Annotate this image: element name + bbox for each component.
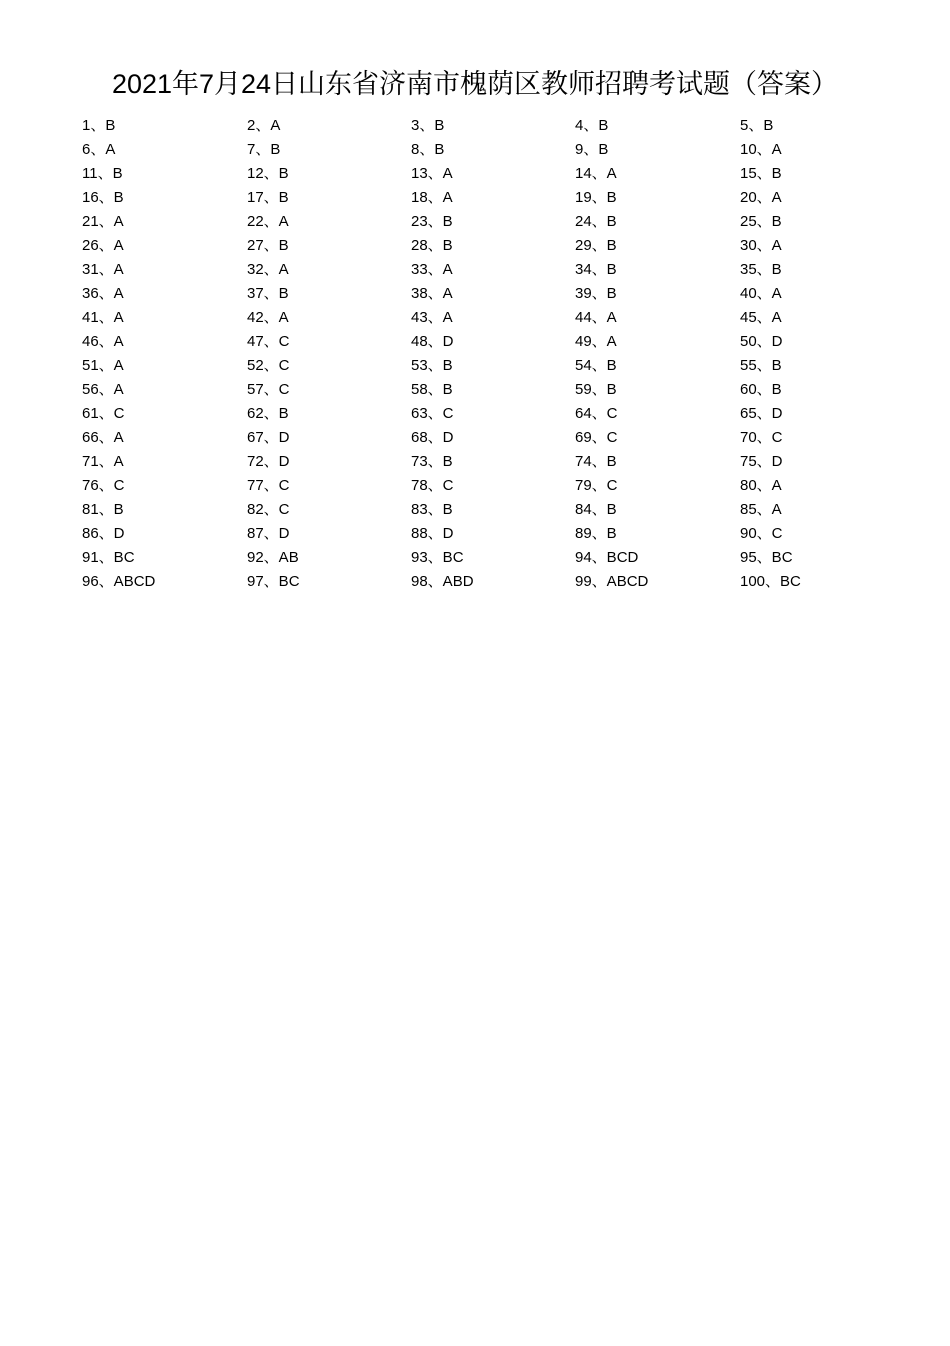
answer-item: 32、A: [247, 261, 289, 278]
answer-item: 39、B: [575, 285, 617, 302]
answer-item: 71、A: [82, 453, 124, 470]
answer-item: 90、C: [740, 525, 783, 542]
answer-item: 7、B: [247, 141, 281, 158]
answer-item: 81、B: [82, 501, 124, 518]
answer-item: 8、B: [411, 141, 445, 158]
answer-item: 55、B: [740, 357, 782, 374]
answer-item: 70、C: [740, 429, 783, 446]
answer-item: 3、B: [411, 117, 445, 134]
answer-item: 6、A: [82, 141, 116, 158]
answer-item: 80、A: [740, 477, 782, 494]
answer-item: 87、D: [247, 525, 290, 542]
answer-item: 64、C: [575, 405, 618, 422]
answer-item: 11、B: [82, 165, 123, 182]
answer-item: 84、B: [575, 501, 617, 518]
answer-item: 94、BCD: [575, 549, 639, 566]
answer-item: 52、C: [247, 357, 290, 374]
answer-item: 51、A: [82, 357, 124, 374]
answer-item: 42、A: [247, 309, 289, 326]
answer-item: 85、A: [740, 501, 782, 518]
answer-item: 22、A: [247, 213, 289, 230]
answer-item: 74、B: [575, 453, 617, 470]
answer-item: 78、C: [411, 477, 454, 494]
answer-item: 4、B: [575, 117, 609, 134]
answer-item: 79、C: [575, 477, 618, 494]
answer-item: 17、B: [247, 189, 289, 206]
answer-item: 47、C: [247, 333, 290, 350]
answer-item: 16、B: [82, 189, 124, 206]
answer-item: 40、A: [740, 285, 782, 302]
answer-item: 20、A: [740, 189, 782, 206]
answer-item: 66、A: [82, 429, 124, 446]
answer-item: 1、B: [82, 117, 116, 134]
answer-item: 28、B: [411, 237, 453, 254]
answer-item: 33、A: [411, 261, 453, 278]
answer-item: 63、C: [411, 405, 454, 422]
answer-item: 50、D: [740, 333, 783, 350]
answer-item: 19、B: [575, 189, 617, 206]
answer-item: 69、C: [575, 429, 618, 446]
answer-item: 38、A: [411, 285, 453, 302]
answer-item: 57、C: [247, 381, 290, 398]
answer-item: 37、B: [247, 285, 289, 302]
answer-item: 93、BC: [411, 549, 464, 566]
answer-item: 60、B: [740, 381, 782, 398]
answer-item: 82、C: [247, 501, 290, 518]
answer-item: 36、A: [82, 285, 124, 302]
answer-item: 100、BC: [740, 573, 801, 590]
answer-key-grid: [82, 114, 902, 594]
answer-item: 92、AB: [247, 549, 299, 566]
answer-item: 96、ABCD: [82, 573, 156, 590]
answer-item: 59、B: [575, 381, 617, 398]
answer-item: 99、ABCD: [575, 573, 649, 590]
answer-item: 48、D: [411, 333, 454, 350]
answer-item: 88、D: [411, 525, 454, 542]
answer-item: 77、C: [247, 477, 290, 494]
answer-item: 98、ABD: [411, 573, 474, 590]
answer-item: 49、A: [575, 333, 617, 350]
answer-item: 95、BC: [740, 549, 793, 566]
answer-item: 10、A: [740, 141, 782, 158]
answer-item: 76、C: [82, 477, 125, 494]
answer-item: 83、B: [411, 501, 453, 518]
answer-item: 43、A: [411, 309, 453, 326]
answer-item: 24、B: [575, 213, 617, 230]
answer-item: 86、D: [82, 525, 125, 542]
answer-item: 62、B: [247, 405, 289, 422]
answer-item: 56、A: [82, 381, 124, 398]
answer-item: 26、A: [82, 237, 124, 254]
answer-item: 53、B: [411, 357, 453, 374]
answer-item: 54、B: [575, 357, 617, 374]
answer-item: 23、B: [411, 213, 453, 230]
answer-item: 35、B: [740, 261, 782, 278]
answer-item: 25、B: [740, 213, 782, 230]
answer-item: 31、A: [82, 261, 124, 278]
answer-item: 27、B: [247, 237, 289, 254]
document-title: 2021年7月24日山东省济南市槐荫区教师招聘考试题（答案）: [111, 69, 839, 99]
answer-item: 12、B: [247, 165, 289, 182]
answer-item: 89、B: [575, 525, 617, 542]
answer-item: 44、A: [575, 309, 617, 326]
answer-item: 75、D: [740, 453, 783, 470]
answer-item: 61、C: [82, 405, 125, 422]
answer-item: 46、A: [82, 333, 124, 350]
answer-item: 15、B: [740, 165, 782, 182]
answer-item: 18、A: [411, 189, 453, 206]
answer-item: 34、B: [575, 261, 617, 278]
answer-item: 41、A: [82, 309, 124, 326]
answer-item: 21、A: [82, 213, 124, 230]
answer-item: 2、A: [247, 117, 281, 134]
answer-item: 58、B: [411, 381, 453, 398]
answer-item: 45、A: [740, 309, 782, 326]
answer-item: 65、D: [740, 405, 783, 422]
answer-item: 14、A: [575, 165, 617, 182]
answer-item: 30、A: [740, 237, 782, 254]
answer-item: 73、B: [411, 453, 453, 470]
answer-item: 68、D: [411, 429, 454, 446]
answer-item: 67、D: [247, 429, 290, 446]
answer-item: 91、BC: [82, 549, 135, 566]
answer-item: 29、B: [575, 237, 617, 254]
answer-item: 13、A: [411, 165, 453, 182]
answer-item: 5、B: [740, 117, 774, 134]
answer-item: 9、B: [575, 141, 609, 158]
answer-item: 72、D: [247, 453, 290, 470]
answer-item: 97、BC: [247, 573, 300, 590]
